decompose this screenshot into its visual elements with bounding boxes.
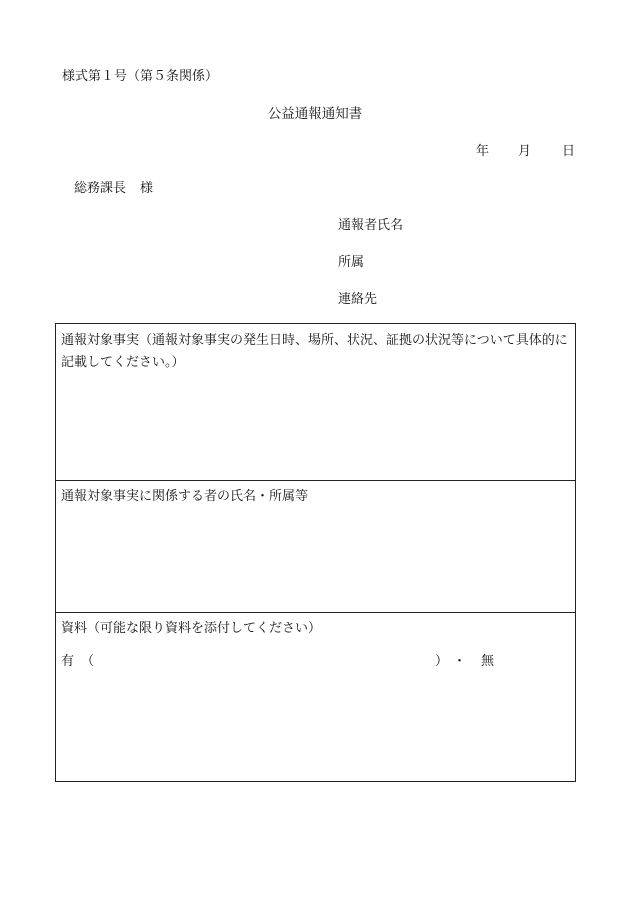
materials-separator: ・	[453, 654, 467, 669]
date-line	[476, 145, 575, 158]
recipient-line	[74, 182, 153, 195]
materials-nashi-label[interactable]: 無	[481, 654, 495, 669]
document-title: 公益通報通知書	[267, 106, 363, 122]
materials-open-paren: （	[81, 654, 95, 669]
report-form-table	[55, 323, 576, 782]
form-number: 様式第１号（第５条関係）	[62, 69, 219, 84]
materials-section[interactable]	[56, 613, 575, 783]
materials-availability-row	[61, 654, 561, 670]
reporter-affiliation-label: 所属	[338, 255, 365, 270]
persons-section[interactable]	[56, 481, 575, 613]
reporter-contact-label: 連絡先	[338, 292, 378, 307]
persons-section-label: 通報対象事実に関係する者の氏名・所属等	[61, 489, 309, 504]
date-year-label: 年	[476, 144, 490, 159]
facts-section-label: 通報対象事実（通報対象事実の発生日時、場所、状況、証拠の状況等について具体的に記載してください。）	[61, 333, 568, 370]
materials-ari-label[interactable]: 有	[61, 654, 75, 669]
date-day-label: 日	[562, 144, 576, 159]
date-month-label: 月	[518, 144, 532, 159]
recipient-honorific: 様	[140, 181, 154, 196]
materials-section-label: 資料（可能な限り資料を添付してください）	[61, 621, 322, 636]
facts-section[interactable]	[56, 324, 575, 481]
recipient-name: 総務課長	[74, 181, 127, 196]
materials-close-paren: ）	[435, 654, 449, 669]
reporter-name-label: 通報者氏名	[338, 218, 404, 233]
